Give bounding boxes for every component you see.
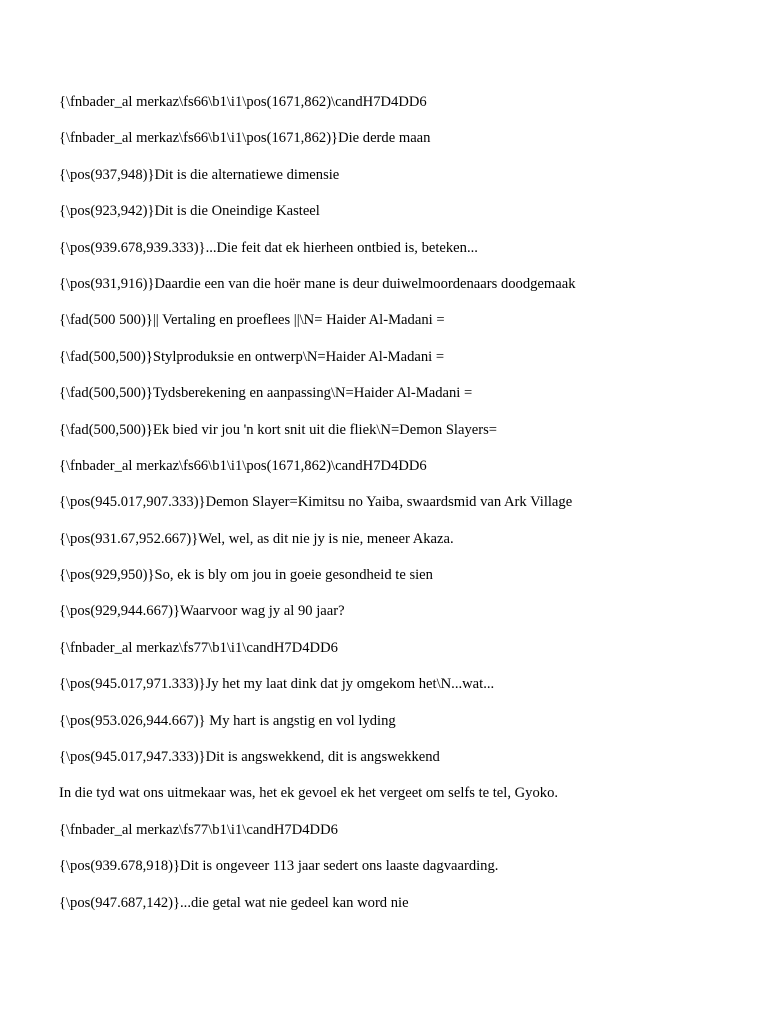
text-line: {\pos(923,942)}Dit is die Oneindige Kasteel	[59, 203, 320, 220]
text-line: {\pos(939.678,939.333)}...Die feit dat ek hierheen ontbied is, beteken...	[59, 239, 478, 256]
subtitle-line-list	[59, 92, 739, 929]
text-line: {\pos(945.017,907.333)}Demon Slayer=Kimitsu no Yaiba, swaardsmid van Ark Village	[59, 494, 573, 511]
text-line: {\pos(939.678,918)}Dit is ongeveer 113 jaar sedert ons laaste dagvaarding.	[59, 858, 499, 875]
text-line: {\fad(500,500)}Tydsberekening en aanpassing\N=Haider Al-Madani =	[59, 385, 473, 402]
text-line: {\pos(931.67,952.667)}Wel, wel, as dit nie jy is nie, meneer Akaza.	[59, 530, 454, 547]
text-line: {\pos(931,916)}Daardie een van die hoër mane is deur duiwelmoordenaars doodgemaak	[59, 275, 576, 292]
text-line: {\pos(945.017,947.333)}Dit is angswekkend, dit is angswekkend	[59, 749, 440, 766]
text-line: {\pos(953.026,944.667)} My hart is angstig en vol lyding	[59, 712, 396, 729]
text-line: {\fnbader_al merkaz\fs77\b1\i1\candH7D4DD6	[59, 821, 338, 838]
text-line: {\fnbader_al merkaz\fs66\b1\i1\pos(1671,862)\candH7D4DD6	[59, 94, 427, 110]
text-line: {\pos(947.687,142)}...die getal wat nie gedeel kan word nie	[59, 894, 409, 911]
text-line: {\fnbader_al merkaz\fs66\b1\i1\pos(1671,862)\candH7D4DD6	[59, 457, 427, 474]
text-line: {\fnbader_al merkaz\fs66\b1\i1\pos(1671,862)}Die derde maan	[59, 130, 431, 147]
text-line: {\pos(937,948)}Dit is die alternatiewe dimensie	[59, 166, 340, 183]
text-line: In die tyd wat ons uitmekaar was, het ek gevoel ek het vergeet om selfs te tel, Gyoko.	[59, 785, 559, 802]
text-line: {\fnbader_al merkaz\fs77\b1\i1\candH7D4DD6	[59, 639, 338, 656]
text-line: {\pos(929,944.667)}Waarvoor wag jy al 90 jaar?	[59, 603, 345, 620]
text-line: {\pos(945.017,971.333)}Jy het my laat dink dat jy omgekom het\N...wat...	[59, 676, 495, 693]
text-line: {\fad(500,500)}Stylproduksie en ontwerp\N=Haider Al-Madani =	[59, 348, 445, 365]
text-line: {\fad(500 500)}|| Vertaling en proeflees ||\N= Haider Al-Madani =	[59, 312, 445, 329]
text-line: {\fad(500,500)}Ek bied vir jou 'n kort snit uit die fliek\N=Demon Slayers=	[59, 421, 498, 438]
text-line: {\pos(929,950)}So, ek is bly om jou in goeie gesondheid te sien	[59, 567, 433, 584]
